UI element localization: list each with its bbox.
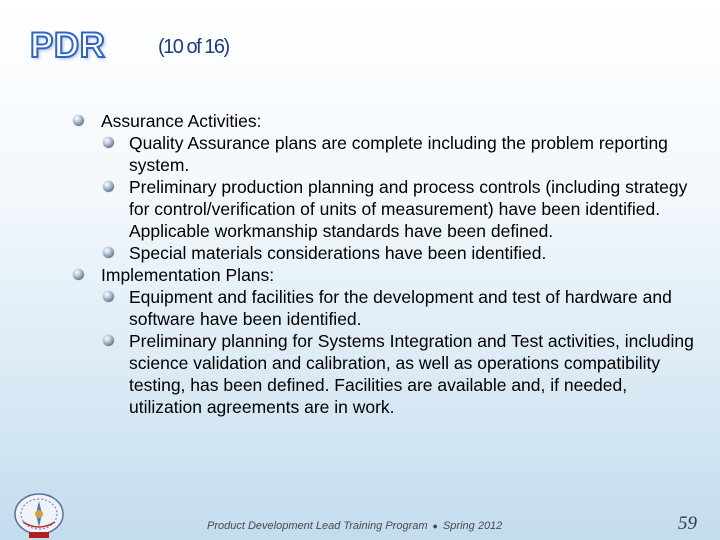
page-number: 59 xyxy=(678,513,697,534)
footer-separator: ● xyxy=(432,521,438,531)
program-logo-icon xyxy=(9,492,69,540)
bullet-icon xyxy=(103,247,114,258)
bullet-text: Equipment and facilities for the development and test of hardware and software have been identified. xyxy=(129,287,672,329)
bullet-icon xyxy=(103,137,114,148)
bullet-equipment-facilities xyxy=(129,286,701,330)
bullet-production-planning xyxy=(129,176,701,242)
footer-term: Spring 2012 xyxy=(442,520,503,532)
bullet-text: Preliminary planning for Systems Integration and Test activities, including science validation and calibration, as well as operations compatibility testing, has been defined. Facilities are available and, if needed, utilization agreements are in work. xyxy=(129,331,694,417)
bullet-text: Assurance Activities: xyxy=(101,111,262,131)
footer-program: Product Development Lead Training Program xyxy=(207,520,428,532)
bullet-integration-test xyxy=(129,330,701,418)
bullet-text: Implementation Plans: xyxy=(101,265,275,285)
bullet-assurance-activities xyxy=(101,110,701,132)
bullet-icon xyxy=(73,115,84,126)
title-progress: (10 of 16) xyxy=(158,36,229,58)
bullet-text: Quality Assurance plans are complete including the problem reporting system. xyxy=(129,133,668,175)
footer xyxy=(207,520,502,532)
title-main: PDR xyxy=(30,26,106,65)
bullet-quality-assurance xyxy=(129,132,701,176)
bullet-text: Special materials considerations have been identified. xyxy=(129,243,547,263)
bullet-icon xyxy=(73,269,84,280)
bullet-icon xyxy=(103,291,114,302)
bullet-special-materials xyxy=(129,242,701,264)
bullet-list xyxy=(101,110,701,418)
bullet-implementation-plans xyxy=(101,264,701,286)
bullet-icon xyxy=(103,335,114,346)
bullet-icon xyxy=(103,181,114,192)
bullet-text: Preliminary production planning and process controls (including strategy for control/verification of units of measurement) have been identified. Applicable workmanship standards have been defined. xyxy=(129,177,688,241)
